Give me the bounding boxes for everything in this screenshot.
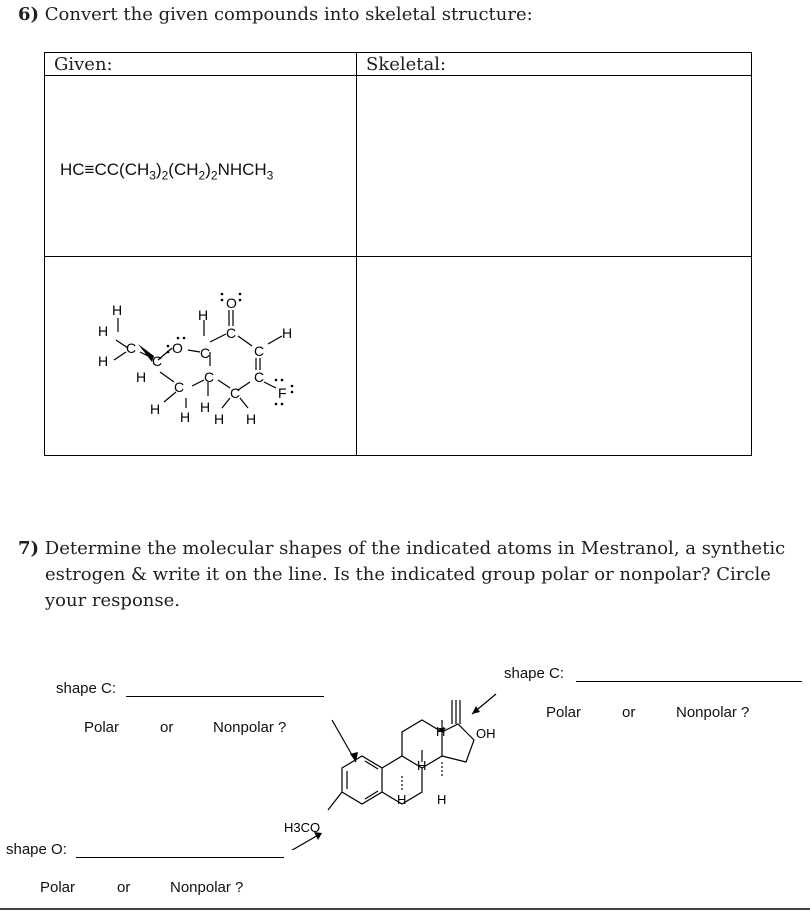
table-column-divider (356, 52, 357, 456)
q7-title (18, 536, 785, 562)
svg-text:H: H (98, 353, 109, 369)
svg-text:C: C (174, 379, 185, 395)
right-polar-option[interactable]: Polar (546, 704, 582, 721)
svg-text:C: C (204, 369, 215, 385)
svg-text:H: H (417, 758, 427, 773)
svg-text:C: C (254, 343, 265, 359)
svg-text:H: H (437, 792, 447, 807)
bottom-or-text: or (117, 879, 131, 896)
left-shape-c-label: shape C: (56, 680, 117, 697)
left-nonpolar-option[interactable]: Nonpolar ? (213, 719, 287, 736)
q6-text: Convert the given compounds into skeletal structure: (44, 4, 533, 25)
left-polar-option[interactable]: Polar (84, 719, 120, 736)
q7-number: 7) (18, 538, 40, 559)
svg-text:H: H (214, 411, 225, 427)
page-bottom-rule (0, 908, 810, 910)
table-row-divider (44, 256, 752, 257)
mestranol-structure (280, 690, 520, 850)
svg-text:C: C (230, 385, 241, 401)
svg-text:C: C (200, 345, 211, 361)
q6-title (18, 2, 533, 28)
svg-text:H: H (198, 307, 209, 323)
svg-text:H: H (136, 369, 147, 385)
svg-text:H: H (98, 323, 109, 339)
svg-text:O: O (226, 295, 237, 311)
svg-text:C: C (152, 353, 163, 369)
svg-text:C: C (226, 325, 237, 341)
svg-text:C: C (126, 340, 137, 356)
given-header: Given: (54, 54, 113, 75)
right-nonpolar-option[interactable]: Nonpolar ? (676, 704, 750, 721)
table-header-divider (44, 75, 752, 76)
q7-line3: your response. (45, 590, 180, 611)
right-or-text: or (622, 704, 636, 721)
q6-number: 6) (18, 4, 40, 25)
methoxy-label: H3CO (284, 820, 321, 835)
bottom-shape-o-label: shape O: (6, 841, 67, 858)
bottom-nonpolar-option[interactable]: Nonpolar ? (170, 879, 244, 896)
svg-text:O: O (172, 340, 183, 356)
svg-text:C: C (254, 369, 265, 385)
condensed-formula: $HC\equiv CC(CH_3)_2(CH_2)_2NHCH_3$ (60, 160, 274, 183)
hydroxyl-label: OH (476, 726, 496, 741)
svg-text:F: F (278, 385, 287, 401)
q7-line2: estrogen & write it on the line. Is the indicated group polar or nonpolar? Circle (45, 564, 771, 585)
skeletal-header: Skeletal: (366, 54, 447, 75)
right-shape-c-label: shape C: (504, 665, 565, 682)
svg-text:H: H (397, 792, 407, 807)
right-shape-c-blank[interactable] (576, 681, 802, 682)
q7-line1: Determine the molecular shapes of the indicated atoms in Mestranol, a synthetic (44, 538, 786, 559)
bottom-shape-o-blank[interactable] (76, 857, 284, 858)
svg-text:H: H (246, 411, 257, 427)
lewis-structure (90, 280, 330, 440)
svg-text:H: H (112, 302, 123, 318)
left-or-text: or (160, 719, 174, 736)
svg-text:H: H (150, 401, 161, 417)
svg-text:H: H (282, 325, 293, 341)
svg-text:H: H (436, 724, 446, 739)
svg-text:H: H (200, 399, 211, 415)
svg-text:H: H (180, 409, 191, 425)
bottom-polar-option[interactable]: Polar (40, 879, 76, 896)
